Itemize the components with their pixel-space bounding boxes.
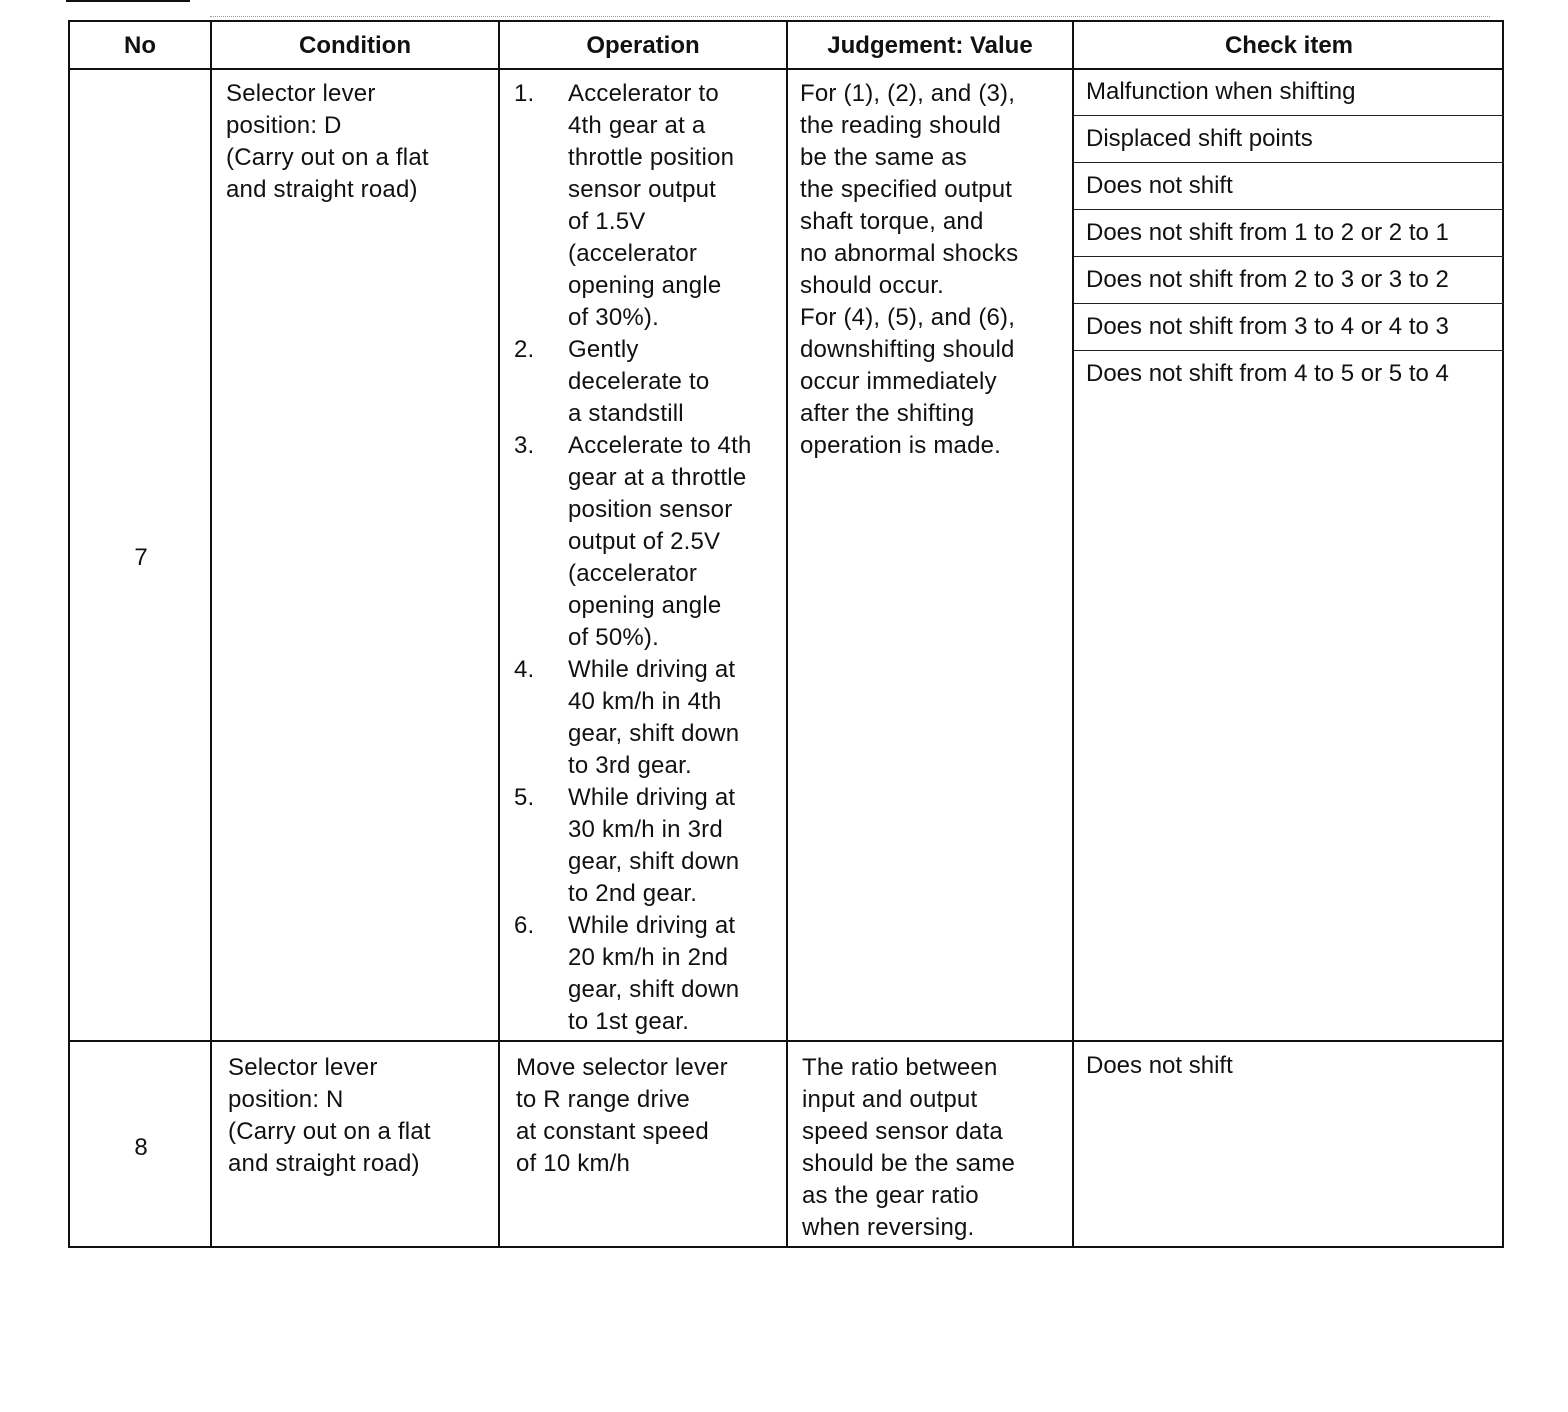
- row-7-operation: [514, 78, 786, 1038]
- step-line: to 2nd gear.: [568, 880, 698, 907]
- row-divider: [70, 1040, 1502, 1042]
- check-divider: [1074, 256, 1504, 257]
- judgement-line: should occur.: [800, 272, 945, 299]
- step-line: gear, shift down: [568, 848, 740, 875]
- step-line: to 3rd gear.: [568, 752, 692, 779]
- step-number: 3.: [514, 432, 535, 459]
- step-line: Accelerate to 4th: [568, 432, 752, 459]
- operation-line: to R range drive: [516, 1086, 690, 1113]
- operation-step: [514, 782, 786, 910]
- operation-step: [514, 430, 786, 654]
- col-divider-condition: [498, 22, 500, 1246]
- step-number: 4.: [514, 656, 535, 683]
- check-divider: [1074, 162, 1504, 163]
- condition-line: and straight road): [228, 1150, 420, 1177]
- step-line: decelerate to: [568, 368, 710, 395]
- step-line: gear, shift down: [568, 720, 740, 747]
- check-divider: [1074, 303, 1504, 304]
- operation-line: at constant speed: [516, 1118, 709, 1145]
- operation-step: [514, 78, 786, 334]
- row-8-condition: [228, 1052, 496, 1180]
- operation-list: [514, 78, 786, 1038]
- row-7-judgement: [800, 78, 1072, 462]
- step-line: of 30%).: [568, 304, 659, 331]
- check-item: Does not shift: [1086, 1052, 1233, 1079]
- page-rule: [210, 16, 1490, 17]
- condition-line: (Carry out on a flat: [228, 1118, 431, 1145]
- condition-line: position: N: [228, 1086, 344, 1113]
- step-number: 6.: [514, 912, 535, 939]
- header-condition: Condition: [299, 32, 411, 59]
- step-line: Accelerator to: [568, 80, 719, 107]
- operation-step: [514, 334, 786, 430]
- step-line: (accelerator: [568, 240, 698, 267]
- step-number: 1.: [514, 80, 535, 107]
- judgement-line: The ratio between: [802, 1054, 998, 1081]
- step-line: (accelerator: [568, 560, 698, 587]
- condition-line: (Carry out on a flat: [226, 144, 429, 171]
- check-item: Does not shift from 2 to 3 or 3 to 2: [1086, 266, 1449, 293]
- operation-step: [514, 910, 786, 1038]
- step-line: to 1st gear.: [568, 1008, 690, 1035]
- step-line: sensor output: [568, 176, 717, 203]
- step-number: 2.: [514, 336, 535, 363]
- judgement-line: For (1), (2), and (3),: [800, 80, 1016, 107]
- step-line: opening angle: [568, 592, 722, 619]
- operation-line: of 10 km/h: [516, 1150, 631, 1177]
- header-operation: Operation: [586, 32, 700, 59]
- judgement-line: input and output: [802, 1086, 978, 1113]
- step-line: 30 km/h in 3rd: [568, 816, 723, 843]
- judgement-line: as the gear ratio: [802, 1182, 979, 1209]
- judgement-line: the specified output: [800, 176, 1013, 203]
- col-divider-operation: [786, 22, 788, 1246]
- step-line: throttle position: [568, 144, 735, 171]
- header-no: No: [124, 32, 156, 59]
- judgement-line: no abnormal shocks: [800, 240, 1019, 267]
- step-line: opening angle: [568, 272, 722, 299]
- step-line: output of 2.5V: [568, 528, 721, 555]
- step-line: 20 km/h in 2nd: [568, 944, 729, 971]
- row-8-judgement: [802, 1052, 1070, 1244]
- judgement-line: shaft torque, and: [800, 208, 984, 235]
- judgement-line: after the shifting: [800, 400, 975, 427]
- step-line: 4th gear at a: [568, 112, 706, 139]
- condition-line: Selector lever: [226, 80, 376, 107]
- check-item: Displaced shift points: [1086, 125, 1313, 152]
- check-item: Does not shift from 1 to 2 or 2 to 1: [1086, 219, 1449, 246]
- step-line: While driving at: [568, 656, 736, 683]
- row-7-no: 7: [134, 544, 148, 571]
- judgement-line: be the same as: [800, 144, 967, 171]
- check-divider: [1074, 115, 1504, 116]
- judgement-line: speed sensor data: [802, 1118, 1003, 1145]
- header-check-item: Check item: [1224, 32, 1354, 59]
- check-divider: [1074, 209, 1504, 210]
- header-judgement: Judgement: Value: [827, 32, 1033, 59]
- check-item: Does not shift from 4 to 5 or 5 to 4: [1086, 360, 1449, 387]
- step-line: gear at a throttle: [568, 464, 747, 491]
- condition-line: Selector lever: [228, 1054, 378, 1081]
- check-item: Does not shift from 3 to 4 or 4 to 3: [1086, 313, 1449, 340]
- judgement-line: should be the same: [802, 1150, 1016, 1177]
- condition-line: position: D: [226, 112, 342, 139]
- operation-step: [514, 654, 786, 782]
- step-line: a standstill: [568, 400, 684, 427]
- operation-line: Move selector lever: [516, 1054, 728, 1081]
- judgement-line: For (4), (5), and (6),: [800, 304, 1016, 331]
- col-divider-no: [210, 22, 212, 1246]
- step-number: 5.: [514, 784, 535, 811]
- step-line: of 1.5V: [568, 208, 646, 235]
- condition-line: and straight road): [226, 176, 418, 203]
- step-line: 40 km/h in 4th: [568, 688, 722, 715]
- step-line: gear, shift down: [568, 976, 740, 1003]
- check-item: Malfunction when shifting: [1086, 78, 1356, 105]
- check-divider: [1074, 350, 1504, 351]
- step-line: Gently: [568, 336, 639, 363]
- judgement-line: occur immediately: [800, 368, 997, 395]
- row-7-condition: [226, 78, 496, 206]
- spec-table: [68, 20, 1504, 1248]
- judgement-line: the reading should: [800, 112, 1002, 139]
- step-line: While driving at: [568, 784, 736, 811]
- step-line: position sensor: [568, 496, 733, 523]
- check-item: Does not shift: [1086, 172, 1233, 199]
- row-8-operation: [516, 1052, 784, 1180]
- top-rule: [66, 0, 190, 2]
- judgement-line: operation is made.: [800, 432, 1002, 459]
- judgement-line: when reversing.: [802, 1214, 975, 1241]
- step-line: of 50%).: [568, 624, 659, 651]
- row-8-no: 8: [134, 1134, 148, 1161]
- judgement-line: downshifting should: [800, 336, 1015, 363]
- step-line: While driving at: [568, 912, 736, 939]
